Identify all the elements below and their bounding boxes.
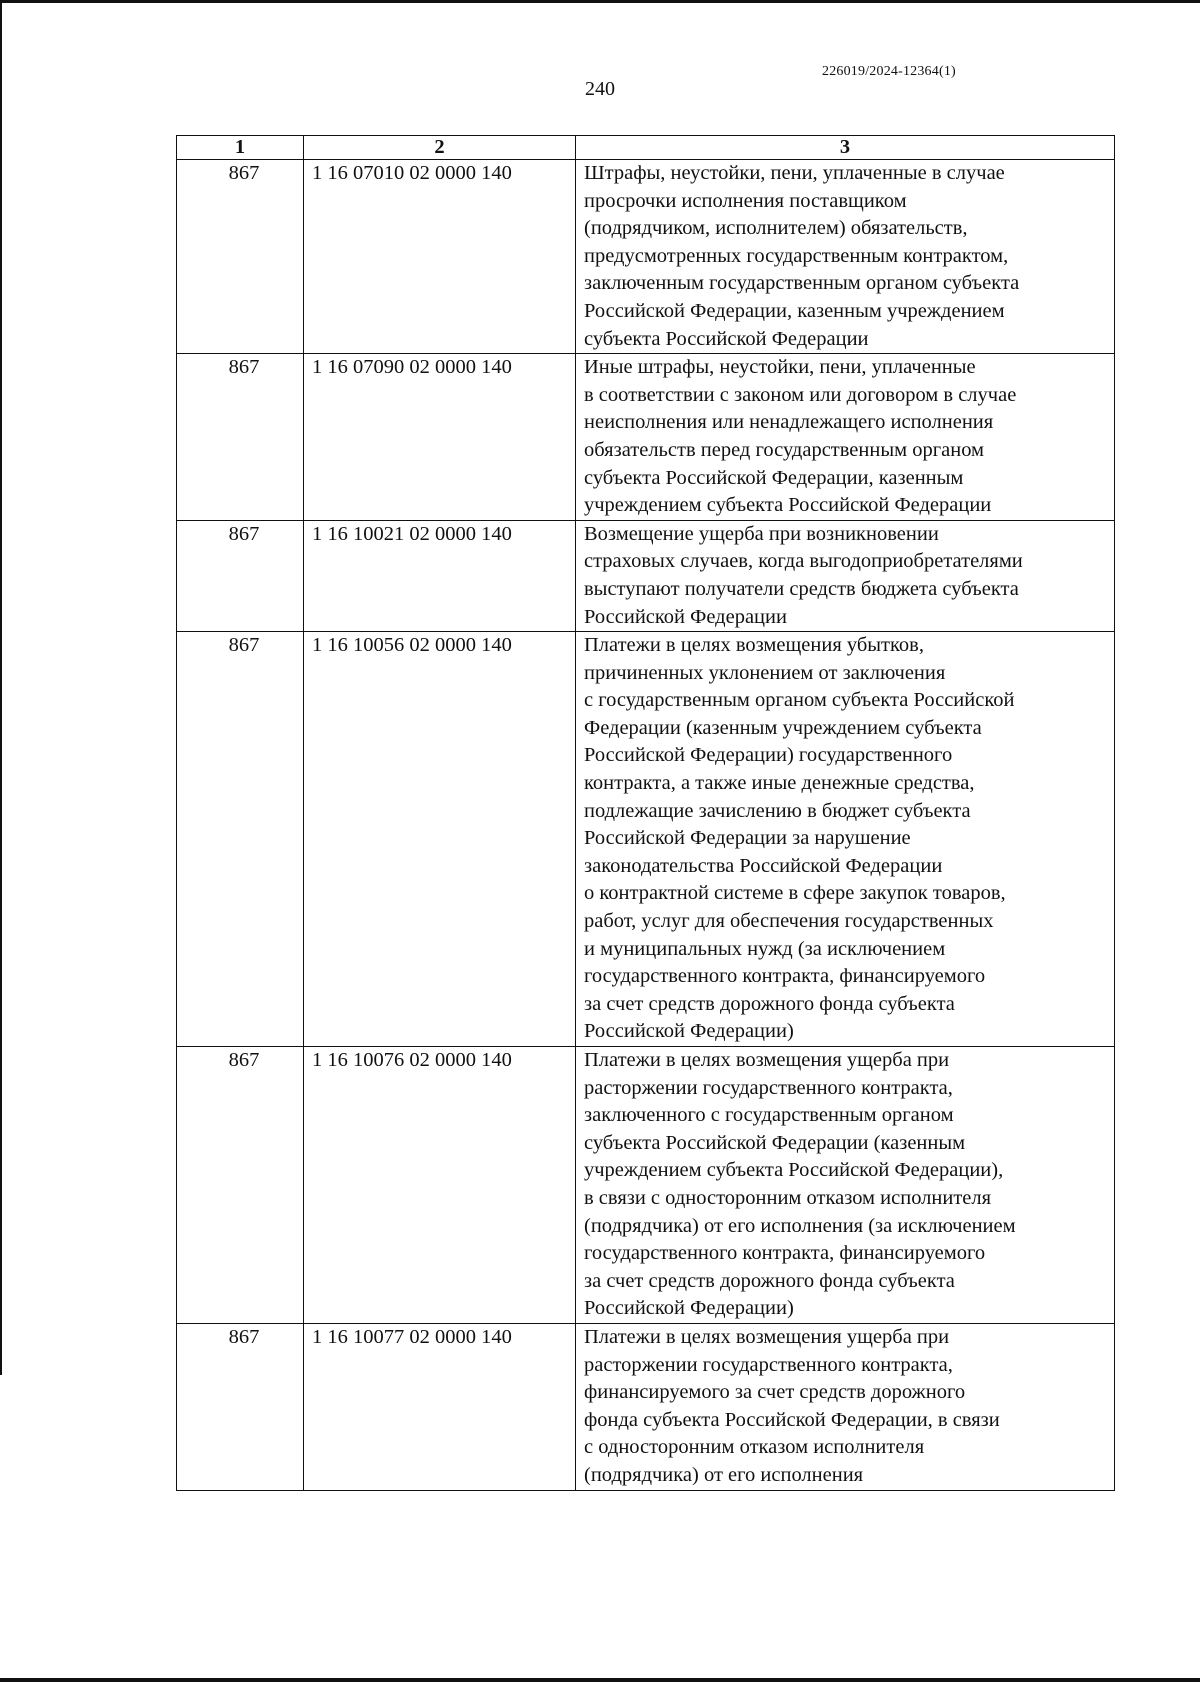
description-cell	[576, 354, 1115, 521]
budget-code-cell: 1 16 07090 02 0000 140	[304, 354, 576, 521]
description-line: с государственным органом субъекта Российской	[584, 689, 1015, 712]
admin-code-cell: 867	[177, 1047, 304, 1324]
table-row	[177, 160, 1115, 354]
description-line: учреждением субъекта Российской Федерации	[584, 494, 992, 517]
scan-edge-bottom	[0, 1678, 1200, 1682]
description-line: Федерации (казенным учреждением субъекта	[584, 716, 982, 739]
description-line: в связи с односторонним отказом исполнителя	[584, 1186, 992, 1209]
document-registration-number: 226019/2024-12364(1)	[822, 64, 956, 79]
description-line: финансируемого за счет средств дорожного	[584, 1381, 966, 1404]
description-line: Российской Федерации за нарушение	[584, 827, 911, 850]
budget-code-cell: 1 16 10076 02 0000 140	[304, 1047, 576, 1324]
description-line: о контрактной системе в сфере закупок товаров,	[584, 882, 1006, 905]
budget-code-cell: 1 16 10056 02 0000 140	[304, 632, 576, 1047]
description-line: контракта, а также иные денежные средства,	[584, 772, 975, 795]
description-line: просрочки исполнения поставщиком	[584, 189, 907, 212]
description-line: с односторонним отказом исполнителя	[584, 1436, 925, 1459]
table-row	[177, 520, 1115, 631]
description-line: Иные штрафы, неустойки, пени, уплаченные	[584, 356, 976, 379]
admin-code-cell: 867	[177, 1323, 304, 1490]
description-line: неисполнения или ненадлежащего исполнения	[584, 411, 994, 434]
scan-edge-top	[0, 0, 1200, 3]
description-cell	[576, 632, 1115, 1047]
table-row	[177, 632, 1115, 1047]
admin-code-cell: 867	[177, 160, 304, 354]
description-line: выступают получатели средств бюджета субъекта	[584, 577, 1019, 600]
scan-edge-left	[0, 0, 2, 1375]
description-line: фонда субъекта Российской Федерации, в связи	[584, 1408, 1000, 1431]
description-line: причиненных уклонением от заключения	[584, 661, 946, 684]
admin-code-cell: 867	[177, 354, 304, 521]
description-line: Возмещение ущерба при возникновении	[584, 522, 939, 545]
description-line: законодательства Российской Федерации	[584, 854, 943, 877]
table-row	[177, 1047, 1115, 1324]
page-number: 240	[585, 78, 615, 100]
admin-code-cell: 867	[177, 632, 304, 1047]
description-line: Российской Федерации	[584, 605, 787, 628]
description-line: расторжении государственного контракта,	[584, 1076, 953, 1099]
description-line: подлежащие зачислению в бюджет субъекта	[584, 799, 971, 822]
description-line: в соответствии с законом или договором в случае	[584, 383, 1017, 406]
description-line: субъекта Российской Федерации	[584, 327, 869, 350]
column-header-3: 3	[576, 136, 1115, 160]
description-line: за счет средств дорожного фонда субъекта	[584, 1269, 955, 1292]
description-line: (подрядчика) от его исполнения	[584, 1463, 864, 1486]
description-line: за счет средств дорожного фонда субъекта	[584, 992, 955, 1015]
description-line: заключенным государственным органом субъекта	[584, 272, 1020, 295]
description-line: расторжении государственного контракта,	[584, 1353, 953, 1376]
description-cell	[576, 160, 1115, 354]
description-line: Платежи в целях возмещения ущерба при	[584, 1325, 950, 1348]
table-body	[177, 160, 1115, 1491]
description-line: субъекта Российской Федерации (казенным	[584, 1131, 966, 1154]
description-line: Российской Федерации, казенным учреждением	[584, 299, 1005, 322]
description-line: Российской Федерации) государственного	[584, 744, 953, 767]
description-line: и муниципальных нужд (за исключением	[584, 937, 946, 960]
description-line: заключенного с государственным органом	[584, 1104, 954, 1127]
description-line: Штрафы, неустойки, пени, уплаченные в случае	[584, 162, 1005, 184]
table-header-row	[177, 136, 1115, 160]
description-line: работ, услуг для обеспечения государственных	[584, 910, 994, 933]
description-line: государственного контракта, финансируемого	[584, 965, 986, 988]
admin-code-cell: 867	[177, 520, 304, 631]
budget-code-cell: 1 16 10021 02 0000 140	[304, 520, 576, 631]
description-line: обязательств перед государственным органом	[584, 438, 985, 461]
description-line: Платежи в целях возмещения ущерба при	[584, 1049, 950, 1071]
budget-code-cell: 1 16 10077 02 0000 140	[304, 1323, 576, 1490]
description-line: Российской Федерации)	[584, 1020, 794, 1043]
description-line: государственного контракта, финансируемого	[584, 1242, 986, 1265]
description-line: Российской Федерации)	[584, 1297, 794, 1320]
description-line: страховых случаев, когда выгодоприобретателями	[584, 550, 1023, 573]
column-header-1: 1	[177, 136, 304, 160]
budget-code-cell: 1 16 07010 02 0000 140	[304, 160, 576, 354]
description-cell	[576, 1323, 1115, 1490]
description-line: предусмотренных государственным контрактом,	[584, 244, 1009, 267]
description-cell	[576, 520, 1115, 631]
column-header-2: 2	[304, 136, 576, 160]
description-line: учреждением субъекта Российской Федерации),	[584, 1159, 1004, 1182]
description-line: (подрядчиком, исполнителем) обязательств,	[584, 217, 968, 240]
description-line: (подрядчика) от его исполнения (за исключением	[584, 1214, 1016, 1237]
description-line: Платежи в целях возмещения убытков,	[584, 634, 924, 657]
table-row	[177, 354, 1115, 521]
table-row	[177, 1323, 1115, 1490]
description-cell	[576, 1047, 1115, 1324]
description-line: субъекта Российской Федерации, казенным	[584, 466, 964, 489]
budget-codes-table	[176, 135, 1115, 1491]
